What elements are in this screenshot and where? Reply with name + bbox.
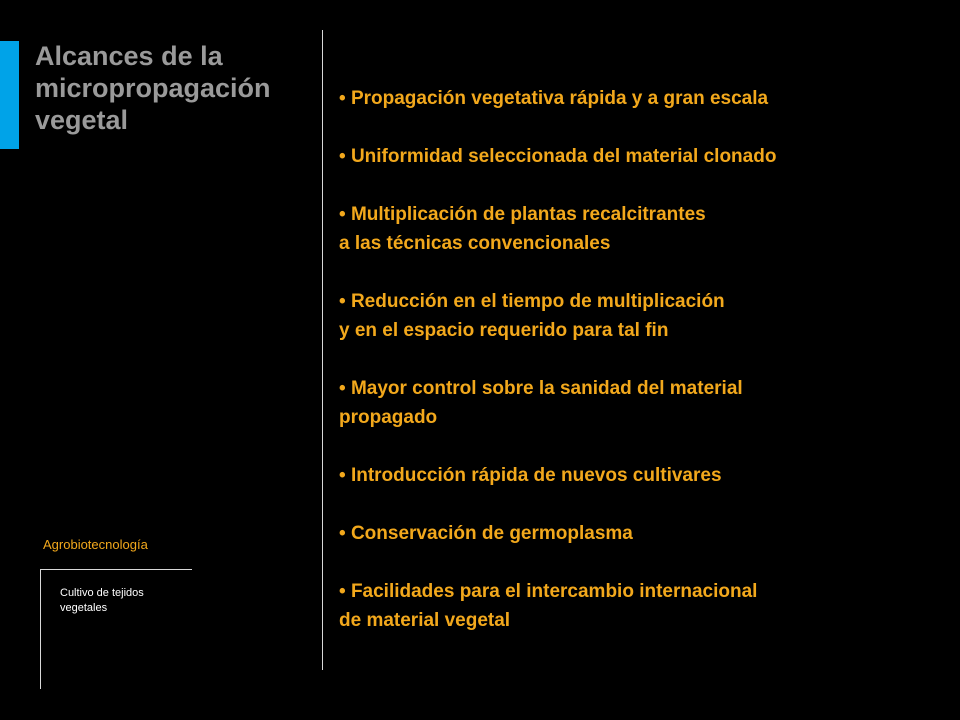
bullet-text: Conservación de germoplasma <box>350 523 633 544</box>
slide-title: Alcances de la micropropagación vegetal <box>35 41 271 135</box>
bullet-dot: • <box>339 88 346 109</box>
bullet-text: Multiplicación de plantas recalcitrantes a las técnicas convencionales <box>339 204 706 254</box>
bullet-item <box>339 461 949 490</box>
bullet-item <box>339 577 949 635</box>
bullet-list <box>339 84 949 635</box>
bullet-text: Facilidades para el intercambio internacional de material vegetal <box>339 581 758 631</box>
bullet-item <box>339 374 949 432</box>
vertical-divider <box>322 30 323 670</box>
bullet-dot: • <box>339 146 346 167</box>
bullet-text: Reducción en el tiempo de multiplicación y en el espacio requerido para tal fin <box>339 291 725 341</box>
footer-horizontal-rule <box>40 569 192 570</box>
bullet-text: Propagación vegetativa rápida y a gran escala <box>350 88 769 109</box>
bullet-dot: • <box>339 378 346 399</box>
bullet-text: Uniformidad seleccionada del material clonado <box>350 146 777 167</box>
accent-bar <box>0 41 19 149</box>
bullet-item <box>339 142 949 171</box>
bullet-item <box>339 84 949 113</box>
bullet-item <box>339 287 949 345</box>
bullet-dot: • <box>339 204 346 225</box>
footer-caption: Cultivo de tejidos vegetales <box>60 587 144 614</box>
footer-vertical-rule <box>40 569 41 689</box>
bullet-dot: • <box>339 581 346 602</box>
bullet-text: Introducción rápida de nuevos cultivares <box>350 465 722 486</box>
bullet-item <box>339 200 949 258</box>
bullet-dot: • <box>339 523 346 544</box>
bullet-item <box>339 519 949 548</box>
bullet-dot: • <box>339 291 346 312</box>
bullet-dot: • <box>339 465 346 486</box>
bullet-text: Mayor control sobre la sanidad del material propagado <box>339 378 743 428</box>
footer-label: Agrobiotecnología <box>43 537 148 552</box>
